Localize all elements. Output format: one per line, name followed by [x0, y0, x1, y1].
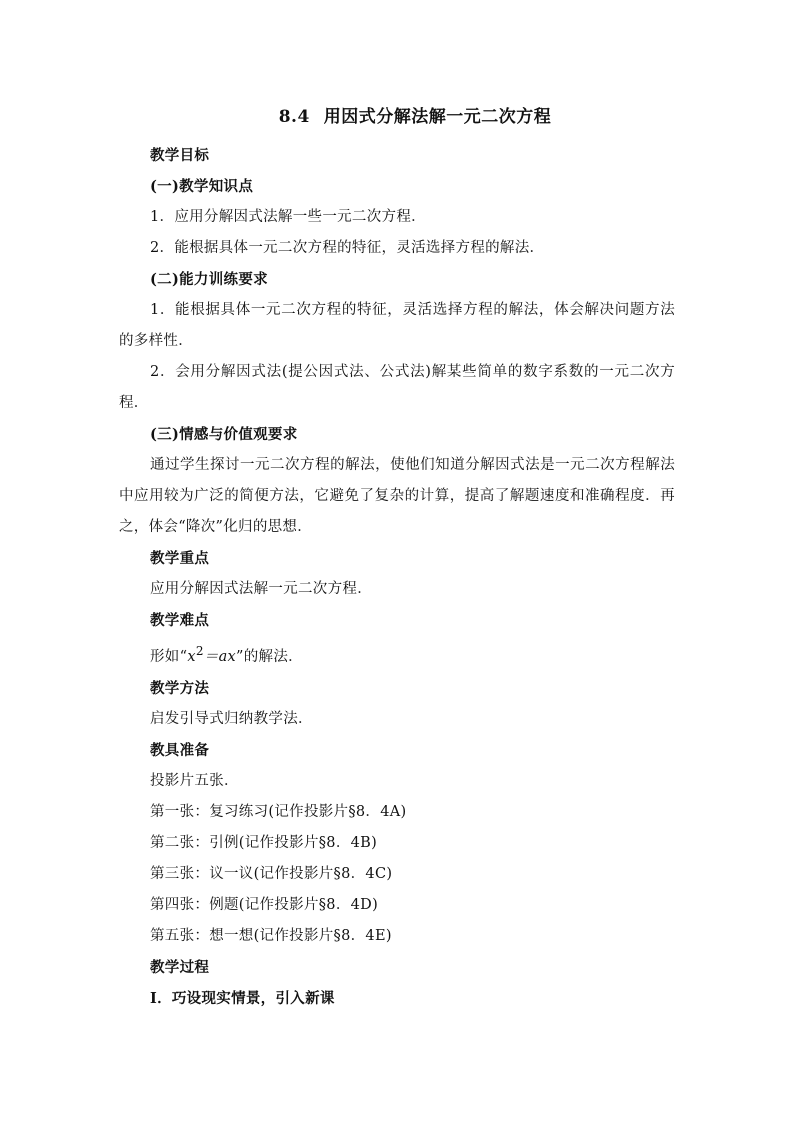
key-text: 应用分解因式法解一元二次方程．	[150, 581, 372, 597]
difficulty-heading: 教学难点	[150, 612, 210, 629]
knowledge-item-2: 2．能根据具体一元二次方程的特征，灵活选择方程的解法．	[150, 240, 545, 256]
tools-item-4: 第四张：例题(记作投影片§8．4D)	[150, 896, 379, 913]
goals-heading: 教学目标	[150, 147, 210, 164]
title-text: 用因式分解法解一元二次方程	[323, 107, 552, 127]
difficulty-prefix: 形如“	[150, 648, 188, 665]
document-content	[119, 104, 675, 1014]
equation-rest: ＝ax	[203, 648, 237, 665]
difficulty-text	[119, 636, 675, 673]
page-title	[119, 104, 675, 130]
difficulty-suffix: ”的解法．	[236, 648, 303, 665]
emotion-text: 通过学生探讨一元二次方程的解法，使他们知道分解因式法是一元二次方程解法中应用较为广泛的简便方法，它避免了复杂的计算，提高了解题速度和准确程度．再之，体会“降次”化归的思想．	[119, 457, 675, 535]
section-number: 8.4	[278, 107, 310, 127]
equation-x: x	[187, 648, 196, 665]
ability-item-1: 1．能根据具体一元二次方程的特征，灵活选择方程的解法，体会解决问题方法的多样性．	[119, 302, 675, 349]
process-step-1: Ⅰ．巧设现实情景，引入新课	[150, 989, 335, 1007]
method-heading: 教学方法	[150, 679, 210, 697]
method-text: 启发引导式归纳教学法．	[150, 710, 313, 727]
tools-item-2: 第二张：引例(记作投影片§8．4B)	[150, 834, 378, 851]
tools-intro: 投影片五张．	[150, 772, 239, 789]
key-heading: 教学重点	[150, 550, 210, 567]
emotion-heading: (三)情感与价值观要求	[150, 426, 298, 443]
tools-item-5: 第五张：想一想(记作投影片§8．4E)	[150, 927, 392, 944]
tools-item-1: 第一张：复习练习(记作投影片§8．4A)	[150, 803, 407, 820]
ability-item-2: 2．会用分解因式法(提公因式法、公式法)解某些简单的数字系数的一元二次方程．	[119, 364, 675, 411]
ability-heading: (二)能力训练要求	[150, 271, 268, 288]
tools-heading: 教具准备	[150, 741, 210, 759]
knowledge-item-1: 1．应用分解因式法解一些一元二次方程．	[150, 209, 426, 225]
knowledge-heading: (一)教学知识点	[150, 178, 254, 195]
process-heading: 教学过程	[150, 958, 210, 976]
tools-item-3: 第三张：议一议(记作投影片§8．4C)	[150, 865, 393, 882]
equation-exponent: 2	[195, 644, 204, 658]
